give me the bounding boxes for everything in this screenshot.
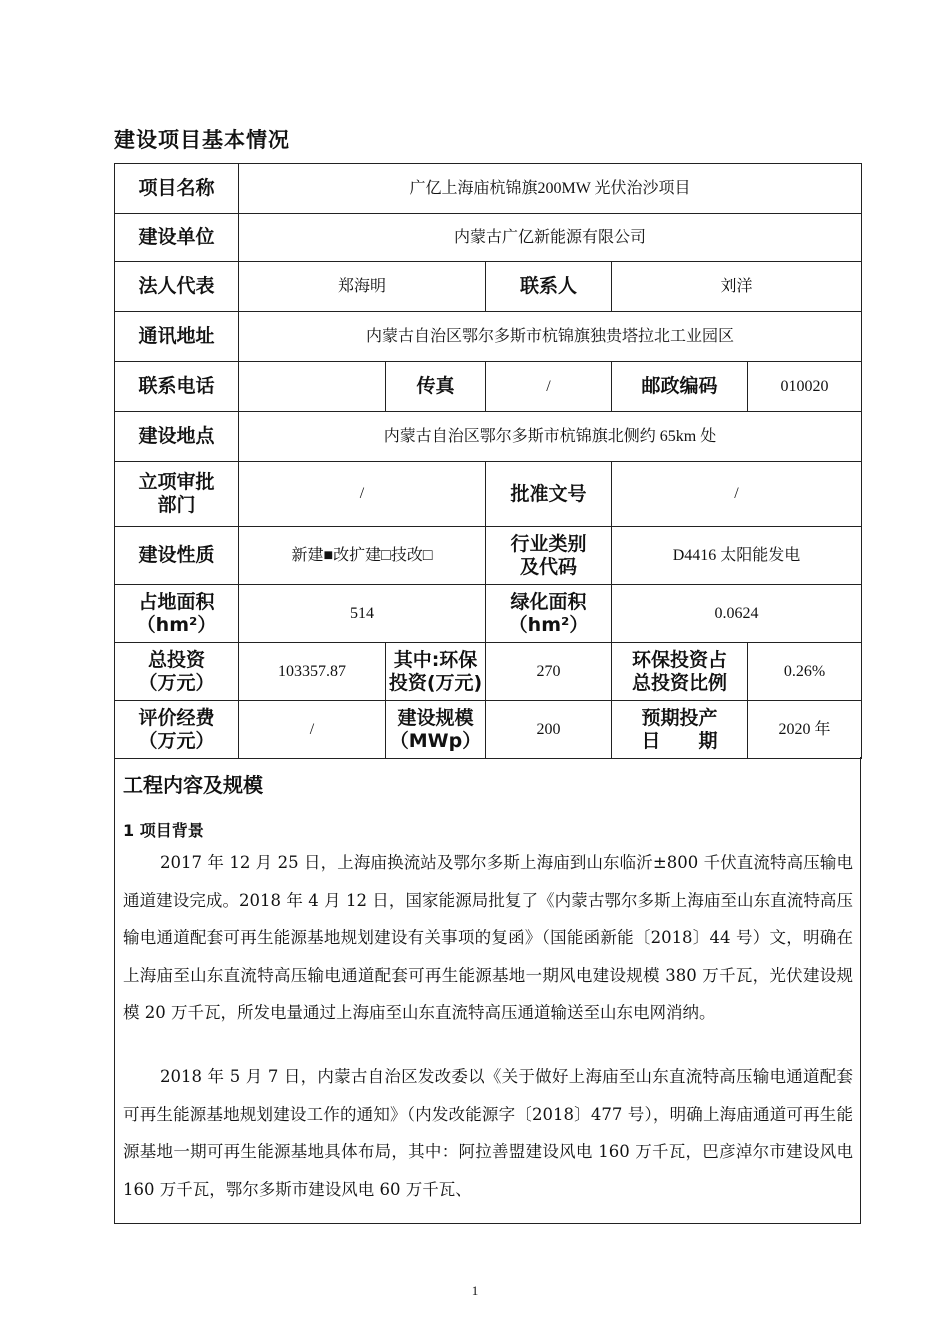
invest-label bbox=[115, 643, 239, 701]
industry-label-line1: 行业类别 bbox=[510, 532, 587, 555]
operation-label bbox=[612, 701, 748, 759]
industry-value: D4416 太阳能发电 bbox=[612, 527, 862, 585]
row-address bbox=[115, 312, 862, 362]
builder-value: 内蒙古广亿新能源有限公司 bbox=[239, 214, 862, 262]
env-invest-label-line1: 其中:环保 bbox=[393, 648, 478, 671]
paragraph-2: 2018 年 5 月 7 日，内蒙古自治区发改委以《关于做好上海庙至山东直流特高压输电通道配套可再生能源基地规划建设工作的通知》（内发改能源字〔2018〕477 号），明确上海庙通道可再生能源基地一期可再生能源基地具体布局，其中：阿拉善盟建设风电 160 万千瓦，巴彦淖尔市建设风电 160 万千瓦，鄂尔多斯市建设风电 60 万千瓦、 bbox=[123, 1067, 853, 1199]
scale-label-line2: （MWp） bbox=[389, 729, 482, 752]
green-value: 0.0624 bbox=[612, 585, 862, 643]
operation-value: 2020 年 bbox=[748, 701, 862, 759]
industry-label bbox=[486, 527, 612, 585]
row-investment bbox=[115, 643, 862, 701]
subsection-title: 1 项目背景 bbox=[123, 821, 204, 840]
location-value: 内蒙古自治区鄂尔多斯市杭锦旗北侧约 65km 处 bbox=[239, 412, 862, 462]
paragraph-1: 2017 年 12 月 25 日，上海庙换流站及鄂尔多斯上海庙到山东临沂±800 千伏直流特高压输电通道建设完成。2018 年 4 月 12 日，国家能源局批复了《内蒙古鄂尔多斯上海庙至山东直流特高压输电通道配套可再生能源基地规划建设有关事项的复函》（国能函新能〔2018〕44 号）文，明确在上海庙至山东直流特高压输电通道配套可再生能源基地一期风电建设规模 380 万千瓦，光伏建设规模 20 万千瓦，所发电量通过上海庙至山东直流特高压通道输送至山东电网消纳。 bbox=[123, 853, 853, 1022]
page-number: 1 bbox=[471, 1283, 479, 1298]
env-ratio-label-line1: 环保投资占 bbox=[631, 648, 727, 671]
operation-label-line2: 日 期 bbox=[641, 729, 718, 752]
contact-value: 刘洋 bbox=[612, 262, 862, 312]
row-legal bbox=[115, 262, 862, 312]
green-label-line1: 绿化面积 bbox=[510, 590, 587, 613]
env-ratio-label bbox=[612, 643, 748, 701]
project-name-value: 广亿上海庙杭锦旗200MW 光伏治沙项目 bbox=[239, 164, 862, 214]
row-area bbox=[115, 585, 862, 643]
postcode-value: 010020 bbox=[748, 362, 862, 412]
invest-value: 103357.87 bbox=[239, 643, 386, 701]
phone-label: 联系电话 bbox=[115, 362, 239, 412]
env-ratio-label-line2: 总投资比例 bbox=[631, 671, 727, 694]
env-invest-value: 270 bbox=[486, 643, 612, 701]
fax-label: 传真 bbox=[386, 362, 486, 412]
env-ratio-value: 0.26% bbox=[748, 643, 862, 701]
invest-label-line2: （万元） bbox=[138, 671, 215, 694]
approval-dept-label bbox=[115, 462, 239, 527]
builder-label: 建设单位 bbox=[115, 214, 239, 262]
scale-label-line1: 建设规模 bbox=[397, 706, 474, 729]
nature-value: 新建■改扩建□技改□ bbox=[239, 527, 486, 585]
contact-label: 联系人 bbox=[486, 262, 612, 312]
row-eval bbox=[115, 701, 862, 759]
eval-fee-label-line1: 评价经费 bbox=[138, 706, 215, 729]
project-name-label: 项目名称 bbox=[115, 164, 239, 214]
operation-label-line1: 预期投产 bbox=[641, 706, 718, 729]
area-label bbox=[115, 585, 239, 643]
row-nature bbox=[115, 527, 862, 585]
postcode-label: 邮政编码 bbox=[612, 362, 748, 412]
area-label-line2: （hm²） bbox=[136, 613, 217, 636]
fax-value: / bbox=[486, 362, 612, 412]
address-label: 通讯地址 bbox=[115, 312, 239, 362]
eval-fee-label bbox=[115, 701, 239, 759]
row-location bbox=[115, 412, 862, 462]
area-label-line1: 占地面积 bbox=[138, 590, 215, 613]
location-label: 建设地点 bbox=[115, 412, 239, 462]
env-invest-label-line2: 投资(万元) bbox=[388, 671, 483, 694]
page-title: 建设项目基本情况 bbox=[114, 128, 290, 152]
eval-fee-label-line2: （万元） bbox=[138, 729, 215, 752]
approval-dept-label-line1: 立项审批 bbox=[138, 471, 215, 493]
phone-value bbox=[239, 362, 386, 412]
invest-label-line1: 总投资 bbox=[147, 648, 205, 671]
env-invest-label bbox=[386, 643, 486, 701]
approval-dept-value: / bbox=[239, 462, 486, 527]
area-value: 514 bbox=[239, 585, 486, 643]
scale-value: 200 bbox=[486, 701, 612, 759]
section-title: 工程内容及规模 bbox=[123, 773, 263, 797]
project-content-box bbox=[114, 757, 861, 1224]
nature-label: 建设性质 bbox=[115, 527, 239, 585]
green-label bbox=[486, 585, 612, 643]
legal-rep-value: 郑海明 bbox=[239, 262, 486, 312]
project-info-table bbox=[114, 163, 862, 759]
row-approval bbox=[115, 462, 862, 527]
row-phone bbox=[115, 362, 862, 412]
green-label-line2: （hm²） bbox=[508, 613, 589, 636]
eval-fee-value: / bbox=[239, 701, 386, 759]
approval-dept-label-line2: 部门 bbox=[157, 494, 196, 516]
legal-rep-label: 法人代表 bbox=[115, 262, 239, 312]
scale-label bbox=[386, 701, 486, 759]
row-project-name bbox=[115, 164, 862, 214]
address-value: 内蒙古自治区鄂尔多斯市杭锦旗独贵塔拉北工业园区 bbox=[239, 312, 862, 362]
approval-no-label: 批准文号 bbox=[486, 462, 612, 527]
industry-label-line2: 及代码 bbox=[519, 555, 577, 578]
approval-no-value: / bbox=[612, 462, 862, 527]
row-builder bbox=[115, 214, 862, 262]
